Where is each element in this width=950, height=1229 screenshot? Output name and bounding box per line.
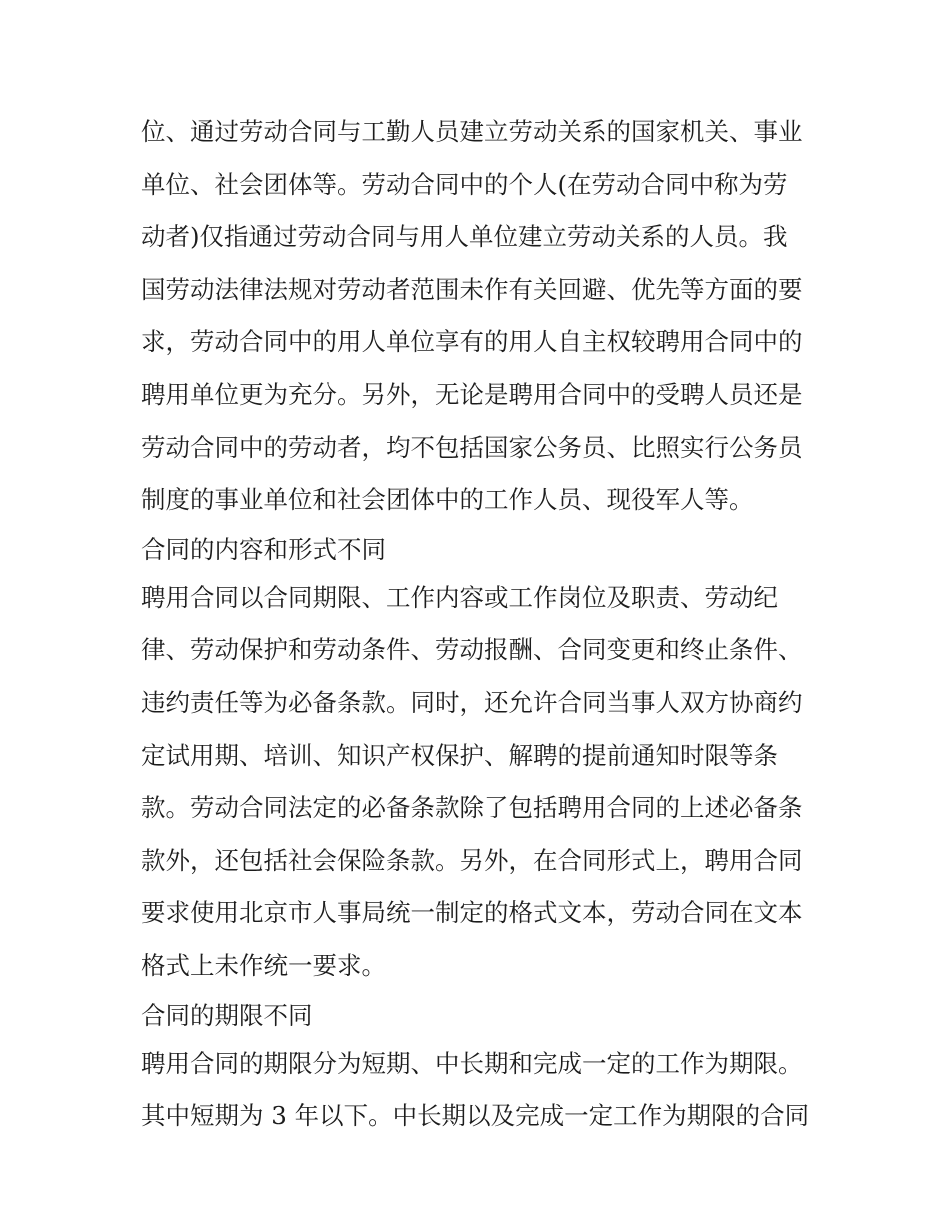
text-line: 其中短期为 3 年以下。中长期以及完成一定工作为期限的合同 [141, 1101, 810, 1131]
text-line: 定试用期、培训、知识产权保护、解聘的提前通知时限等条 [141, 740, 778, 770]
paragraph-2 [141, 572, 821, 993]
text-line: 格式上未作统一要求。 [141, 950, 386, 980]
text-line: 动者)仅指通过劳动合同与用人单位建立劳动关系的人员。我 [141, 222, 788, 252]
document-body [141, 106, 821, 1143]
section-heading-content-form: 合同的内容和形式不同 [141, 534, 386, 564]
text-line: 劳动合同中的劳动者，均不包括国家公务员、比照实行公务员 [141, 432, 803, 462]
text-line: 款。劳动合同法定的必备条款除了包括聘用合同的上述必备条 [141, 793, 803, 823]
text-line: 制度的事业单位和社会团体中的工作人员、现役军人等。 [141, 485, 754, 515]
text-line: 要求使用北京市人事局统一制定的格式文本，劳动合同在文本 [141, 898, 803, 928]
text-line: 聘用合同以合同期限、工作内容或工作岗位及职责、劳动纪 [141, 582, 778, 612]
text-line: 聘用合同的期限分为短期、中长期和完成一定的工作为期限。 [141, 1048, 803, 1078]
text-line: 国劳动法律法规对劳动者范围未作有关回避、优先等方面的要 [141, 274, 803, 304]
text-line: 聘用单位更为充分。另外，无论是聘用合同中的受聘人员还是 [141, 379, 803, 409]
text-line: 律、劳动保护和劳动条件、劳动报酬、合同变更和终止条件、 [141, 635, 803, 665]
paragraph-1 [141, 106, 821, 527]
text-line: 违约责任等为必备条款。同时，还允许合同当事人双方协商约 [141, 687, 803, 717]
paragraph-3 [141, 1038, 821, 1143]
text-line: 求，劳动合同中的用人单位享有的用人自主权较聘用合同中的 [141, 327, 803, 357]
section-heading-term: 合同的期限不同 [141, 1000, 313, 1030]
text-line: 位、通过劳动合同与工勤人员建立劳动关系的国家机关、事业 [141, 117, 803, 146]
text-line: 单位、社会团体等。劳动合同中的个人(在劳动合同中称为劳 [141, 169, 788, 199]
text-line: 款外，还包括社会保险条款。另外，在合同形式上，聘用合同 [141, 845, 803, 875]
